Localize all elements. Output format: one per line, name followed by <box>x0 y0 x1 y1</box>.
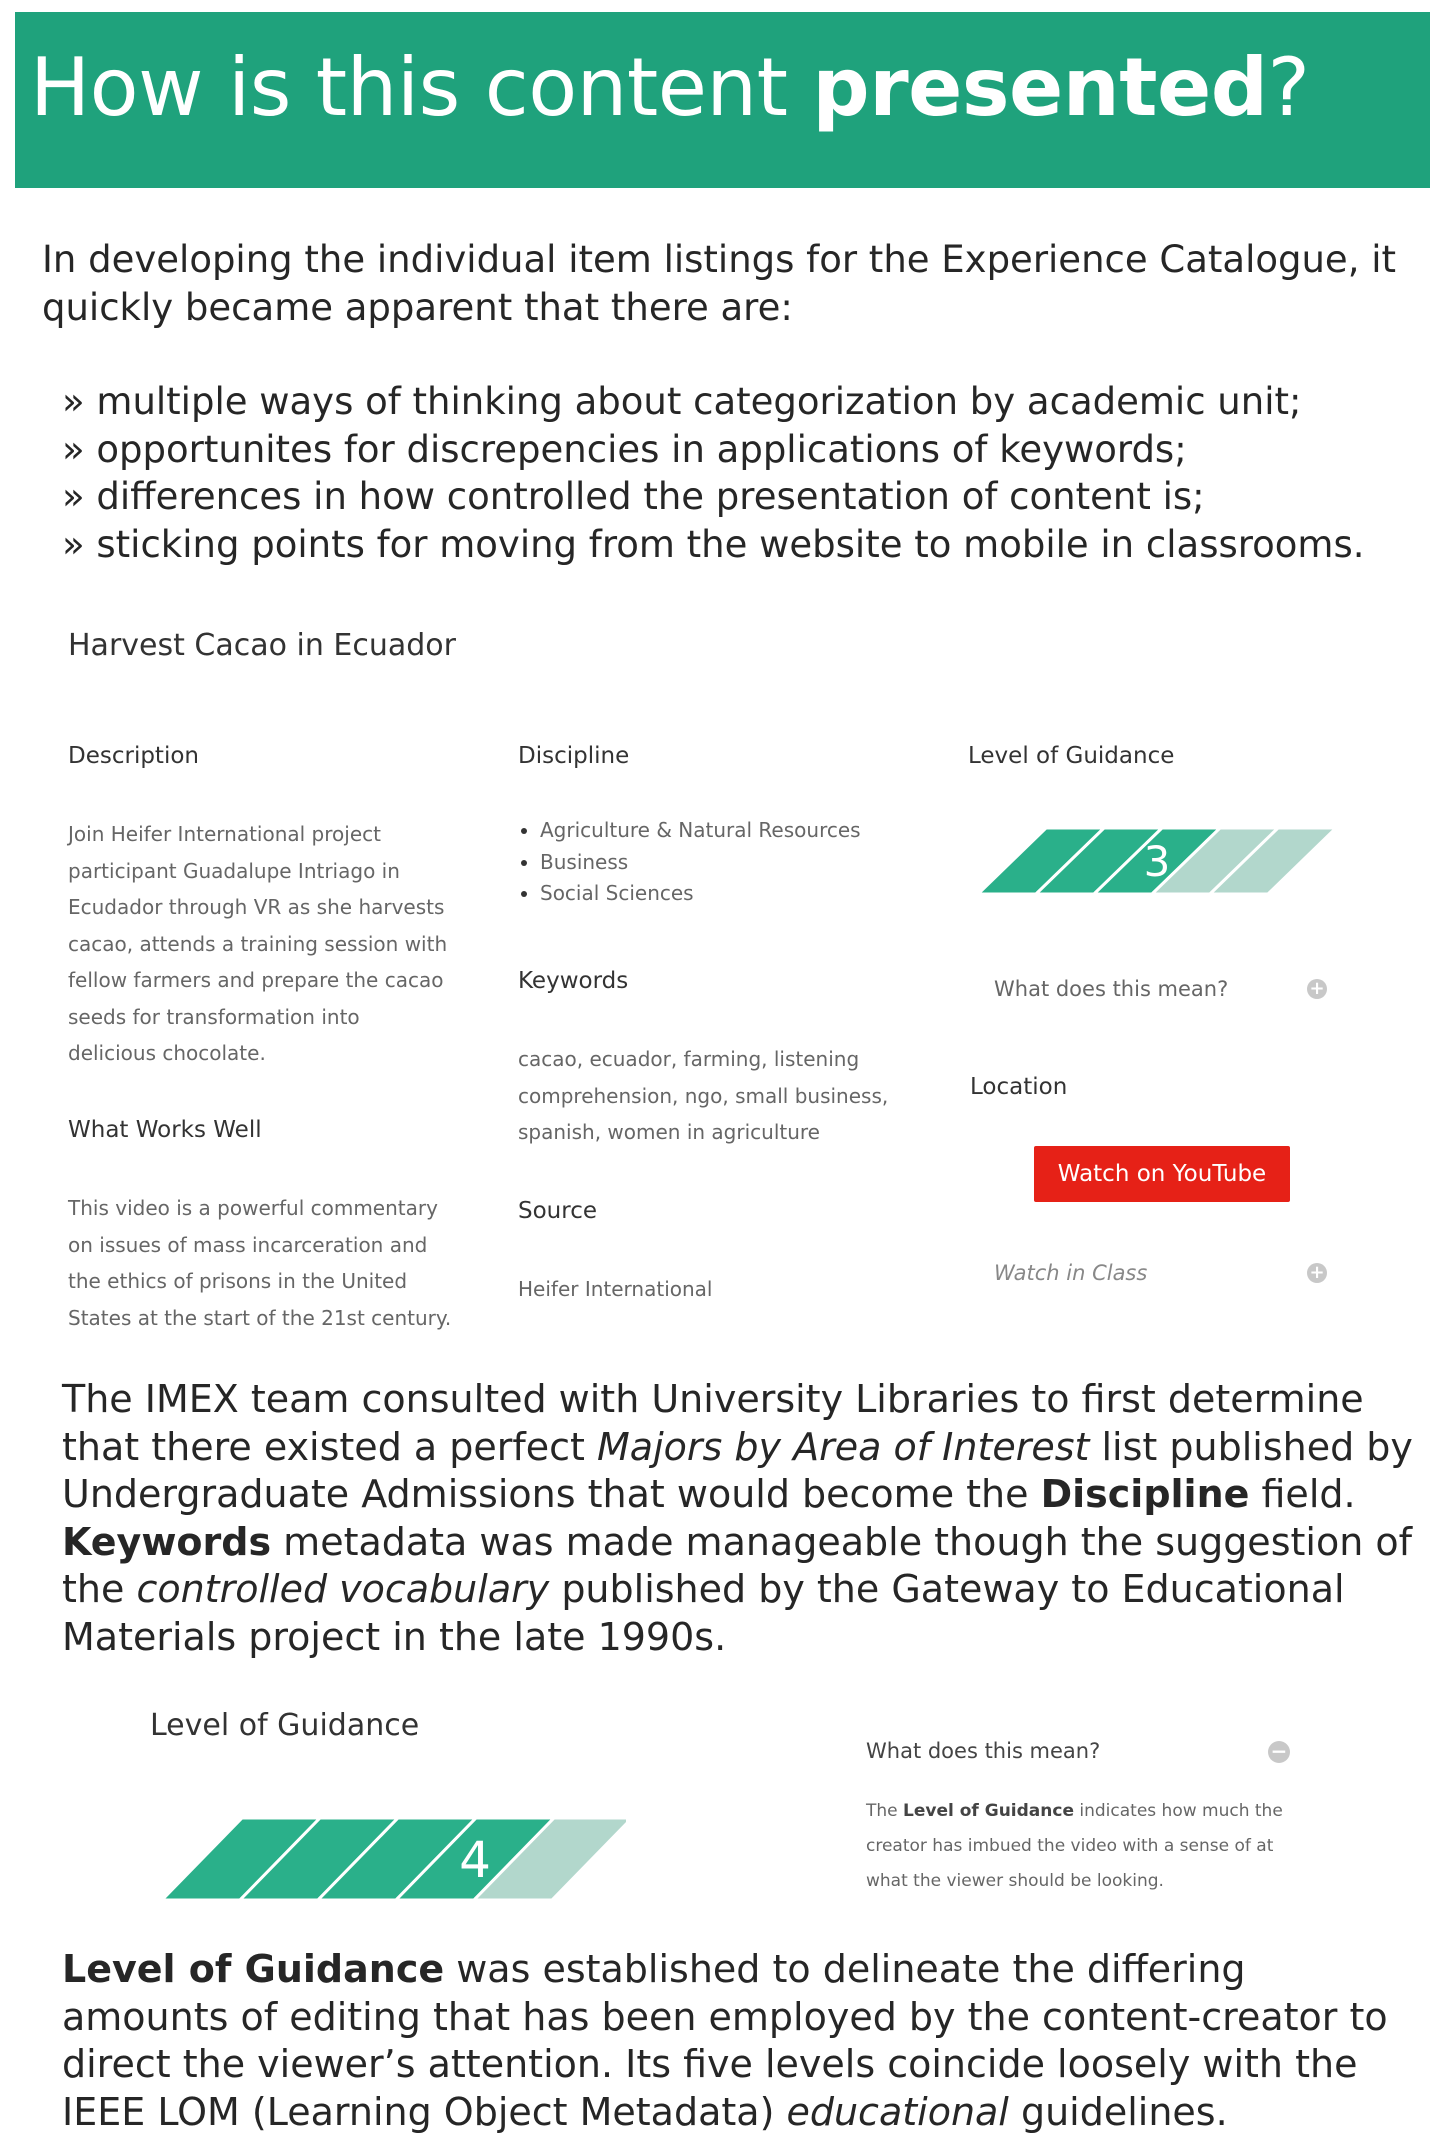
bullet-item: » sticking points for moving from the website to mobile in classrooms. <box>62 522 1365 566</box>
guidance-detail-label: Level of Guidance <box>150 1708 420 1743</box>
keywords-line: cacao, ecuador, farming, listening <box>518 1047 860 1071</box>
description-line: delicious chocolate. <box>68 1041 266 1065</box>
bullet-item: » multiple ways of thinking about categorization by academic unit; <box>62 380 1302 423</box>
location-label: Location <box>970 1074 1068 1100</box>
guidance-meter-large <box>162 1818 626 1906</box>
what-does-this-mean-toggle[interactable]: What does this mean? <box>994 977 1229 1001</box>
what-works-text <box>68 1190 488 1336</box>
discipline-label: Discipline <box>518 743 630 769</box>
what-works-label: What Works Well <box>68 1117 262 1143</box>
description-line: fellow farmers and prepare the cacao <box>68 968 444 992</box>
discipline-keywords-paragraph: The IMEX team consulted with University Libraries to first determine that there existed a perfect Majors by Area of Interest list published by Undergraduate Admissions that would become the Discipline field. Keywords metadata was made manageable though the suggestion of the controlled vocabulary published by the Gateway to Educational Materials project in the late 1990s. <box>62 1377 1413 1659</box>
watch-in-class-toggle[interactable]: Watch in Class <box>994 1261 1148 1285</box>
bullet-item: » differences in how controlled the presentation of content is; <box>62 475 1205 518</box>
description-line: seeds for transformation into <box>68 1004 360 1029</box>
discipline-list <box>510 815 861 910</box>
description-line: Join Heifer International project <box>68 822 381 846</box>
description-label: Description <box>68 743 199 769</box>
guidance-label: Level of Guidance <box>968 743 1175 769</box>
expand-plus-icon[interactable]: + <box>1307 1263 1327 1283</box>
discipline-item[interactable]: • Business <box>540 847 861 879</box>
description-text <box>68 816 468 1072</box>
what-does-this-mean-toggle[interactable]: What does this mean? <box>866 1739 1101 1763</box>
source-value: Heifer International <box>518 1277 713 1301</box>
collapse-minus-icon[interactable]: − <box>1268 1741 1290 1763</box>
guidance-explanation: The Level of Guidance indicates how much the creator has imbued the video with a sense of at what the viewer should be looking. <box>866 1801 1283 1891</box>
source-label: Source <box>518 1198 597 1224</box>
watch-on-youtube-button[interactable]: Watch on YouTube <box>1034 1146 1290 1202</box>
expand-plus-icon[interactable]: + <box>1307 979 1327 999</box>
item-title: Harvest Cacao in Ecuador <box>68 628 456 663</box>
discipline-item[interactable]: • Social Sciences <box>540 878 861 910</box>
keywords-text <box>518 1041 918 1151</box>
what-works-line: States at the start of the 21st century. <box>68 1305 452 1330</box>
guidance-level-number: 3 <box>1143 837 1171 887</box>
guidance-paragraph: Level of Guidance was established to delineate the differing amounts of editing that has been employed by the content-creator to direct the viewer’s attention. Its five levels coincide loosely with the IEEE LOM (Learning Object Metadata) educational guidelines. <box>62 1947 1388 2134</box>
page-title: How is this content presented? <box>30 41 1310 134</box>
intro-paragraph: In developing the individual item listings for the Experience Catalogue, it quickly became apparent that there are: <box>42 238 1397 329</box>
guidance-level-number: 4 <box>459 1831 491 1889</box>
what-works-line: the ethics of prisons in the United <box>68 1269 408 1293</box>
bullet-list <box>62 378 1365 568</box>
description-line: Ecudador through VR as she harvests <box>68 895 445 919</box>
bullet-item: » opportunites for discrepencies in applications of keywords; <box>62 427 1187 471</box>
what-works-line: This video is a powerful commentary <box>68 1196 438 1220</box>
keywords-line: spanish, women in agriculture <box>518 1120 820 1144</box>
description-line: participant Guadalupe Intriago in <box>68 858 400 883</box>
keywords-label: Keywords <box>518 968 629 994</box>
what-works-line: on issues of mass incarceration and <box>68 1232 428 1257</box>
guidance-meter <box>978 828 1342 900</box>
discipline-item[interactable]: • Agriculture & Natural Resources <box>540 815 861 847</box>
description-line: cacao, attends a training session with <box>68 931 448 956</box>
keywords-line: comprehension, ngo, small business, <box>518 1083 889 1108</box>
